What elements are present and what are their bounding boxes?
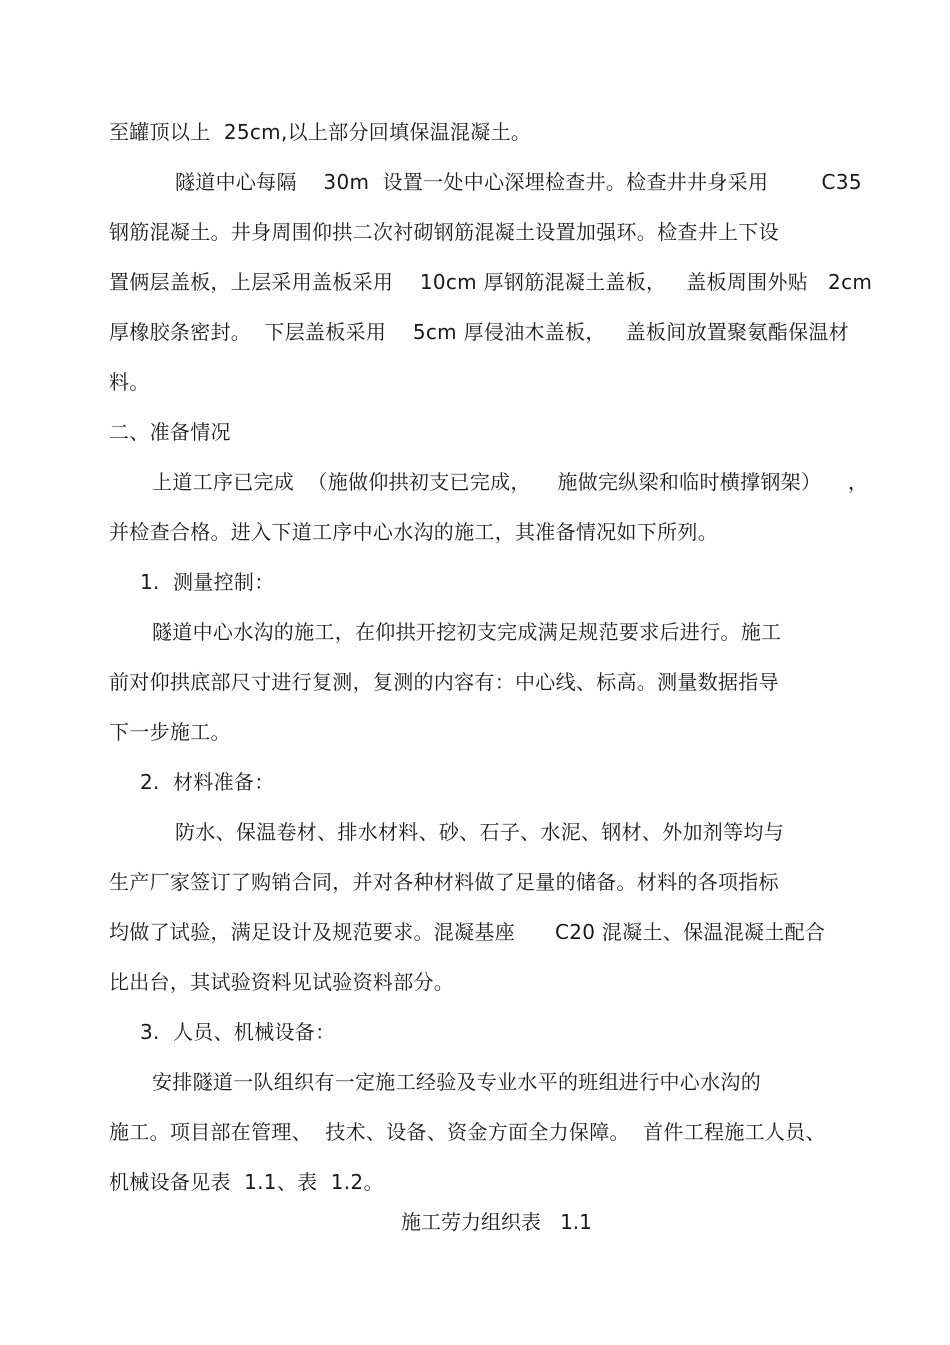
text-line: 至罐顶以上 25cm,以上部分回填保温混凝土。 bbox=[109, 120, 532, 144]
text-line: 上道工序已完成 （施做仰拱初支已完成， 施做完纵梁和临时横撑钢架） ， bbox=[152, 470, 869, 494]
text-line: 厚橡胶条密封。 下层盖板采用 5cm 厚侵油木盖板， 盖板间放置聚氨酯保温材 bbox=[109, 320, 849, 344]
subsection-heading: 1. 测量控制： bbox=[140, 570, 275, 594]
text-line: 料。 bbox=[109, 370, 150, 394]
text-line: 安排隧道一队组织有一定施工经验及专业水平的班组进行中心水沟的 bbox=[152, 1070, 761, 1094]
text-line: 比出台，其试验资料见试验资料部分。 bbox=[109, 970, 455, 994]
text-line: 均做了试验，满足设计及规范要求。混凝基座 C20 混凝土、保温混凝土配合 bbox=[109, 920, 826, 944]
table-caption: 施工劳力组织表 1.1 bbox=[401, 1210, 592, 1234]
text-line: 置俩层盖板，上层采用盖板采用 10cm 厚钢筋混凝土盖板， 盖板周围外贴 2cm bbox=[109, 270, 873, 294]
subsection-heading: 2. 材料准备： bbox=[140, 770, 275, 794]
text-line: 隧道中心每隔 30m 设置一处中心深埋检查井。检查井井身采用 C35 bbox=[175, 170, 862, 194]
text-line: 防水、保温卷材、排水材料、砂、石子、水泥、钢材、外加剂等均与 bbox=[175, 820, 784, 844]
text-line: 机械设备见表 1.1、表 1.2。 bbox=[109, 1170, 384, 1194]
section-heading: 二、准备情况 bbox=[109, 420, 231, 444]
text-line: 钢筋混凝土。井身周围仰拱二次衬砌钢筋混凝土设置加强环。检查井上下设 bbox=[109, 220, 779, 244]
text-line: 下一步施工。 bbox=[109, 720, 231, 744]
text-line: 生产厂家签订了购销合同，并对各种材料做了足量的储备。材料的各项指标 bbox=[109, 870, 779, 894]
text-line: 施工。项目部在管理、 技术、设备、资金方面全力保障。 首件工程施工人员、 bbox=[109, 1120, 826, 1144]
text-line: 并检查合格。进入下道工序中心水沟的施工，其准备情况如下所列。 bbox=[109, 520, 718, 544]
text-line: 隧道中心水沟的施工，在仰拱开挖初支完成满足规范要求后进行。施工 bbox=[152, 620, 782, 644]
text-line: 前对仰拱底部尺寸进行复测，复测的内容有：中心线、标高。测量数据指导 bbox=[109, 670, 779, 694]
subsection-heading: 3. 人员、机械设备： bbox=[140, 1020, 336, 1044]
